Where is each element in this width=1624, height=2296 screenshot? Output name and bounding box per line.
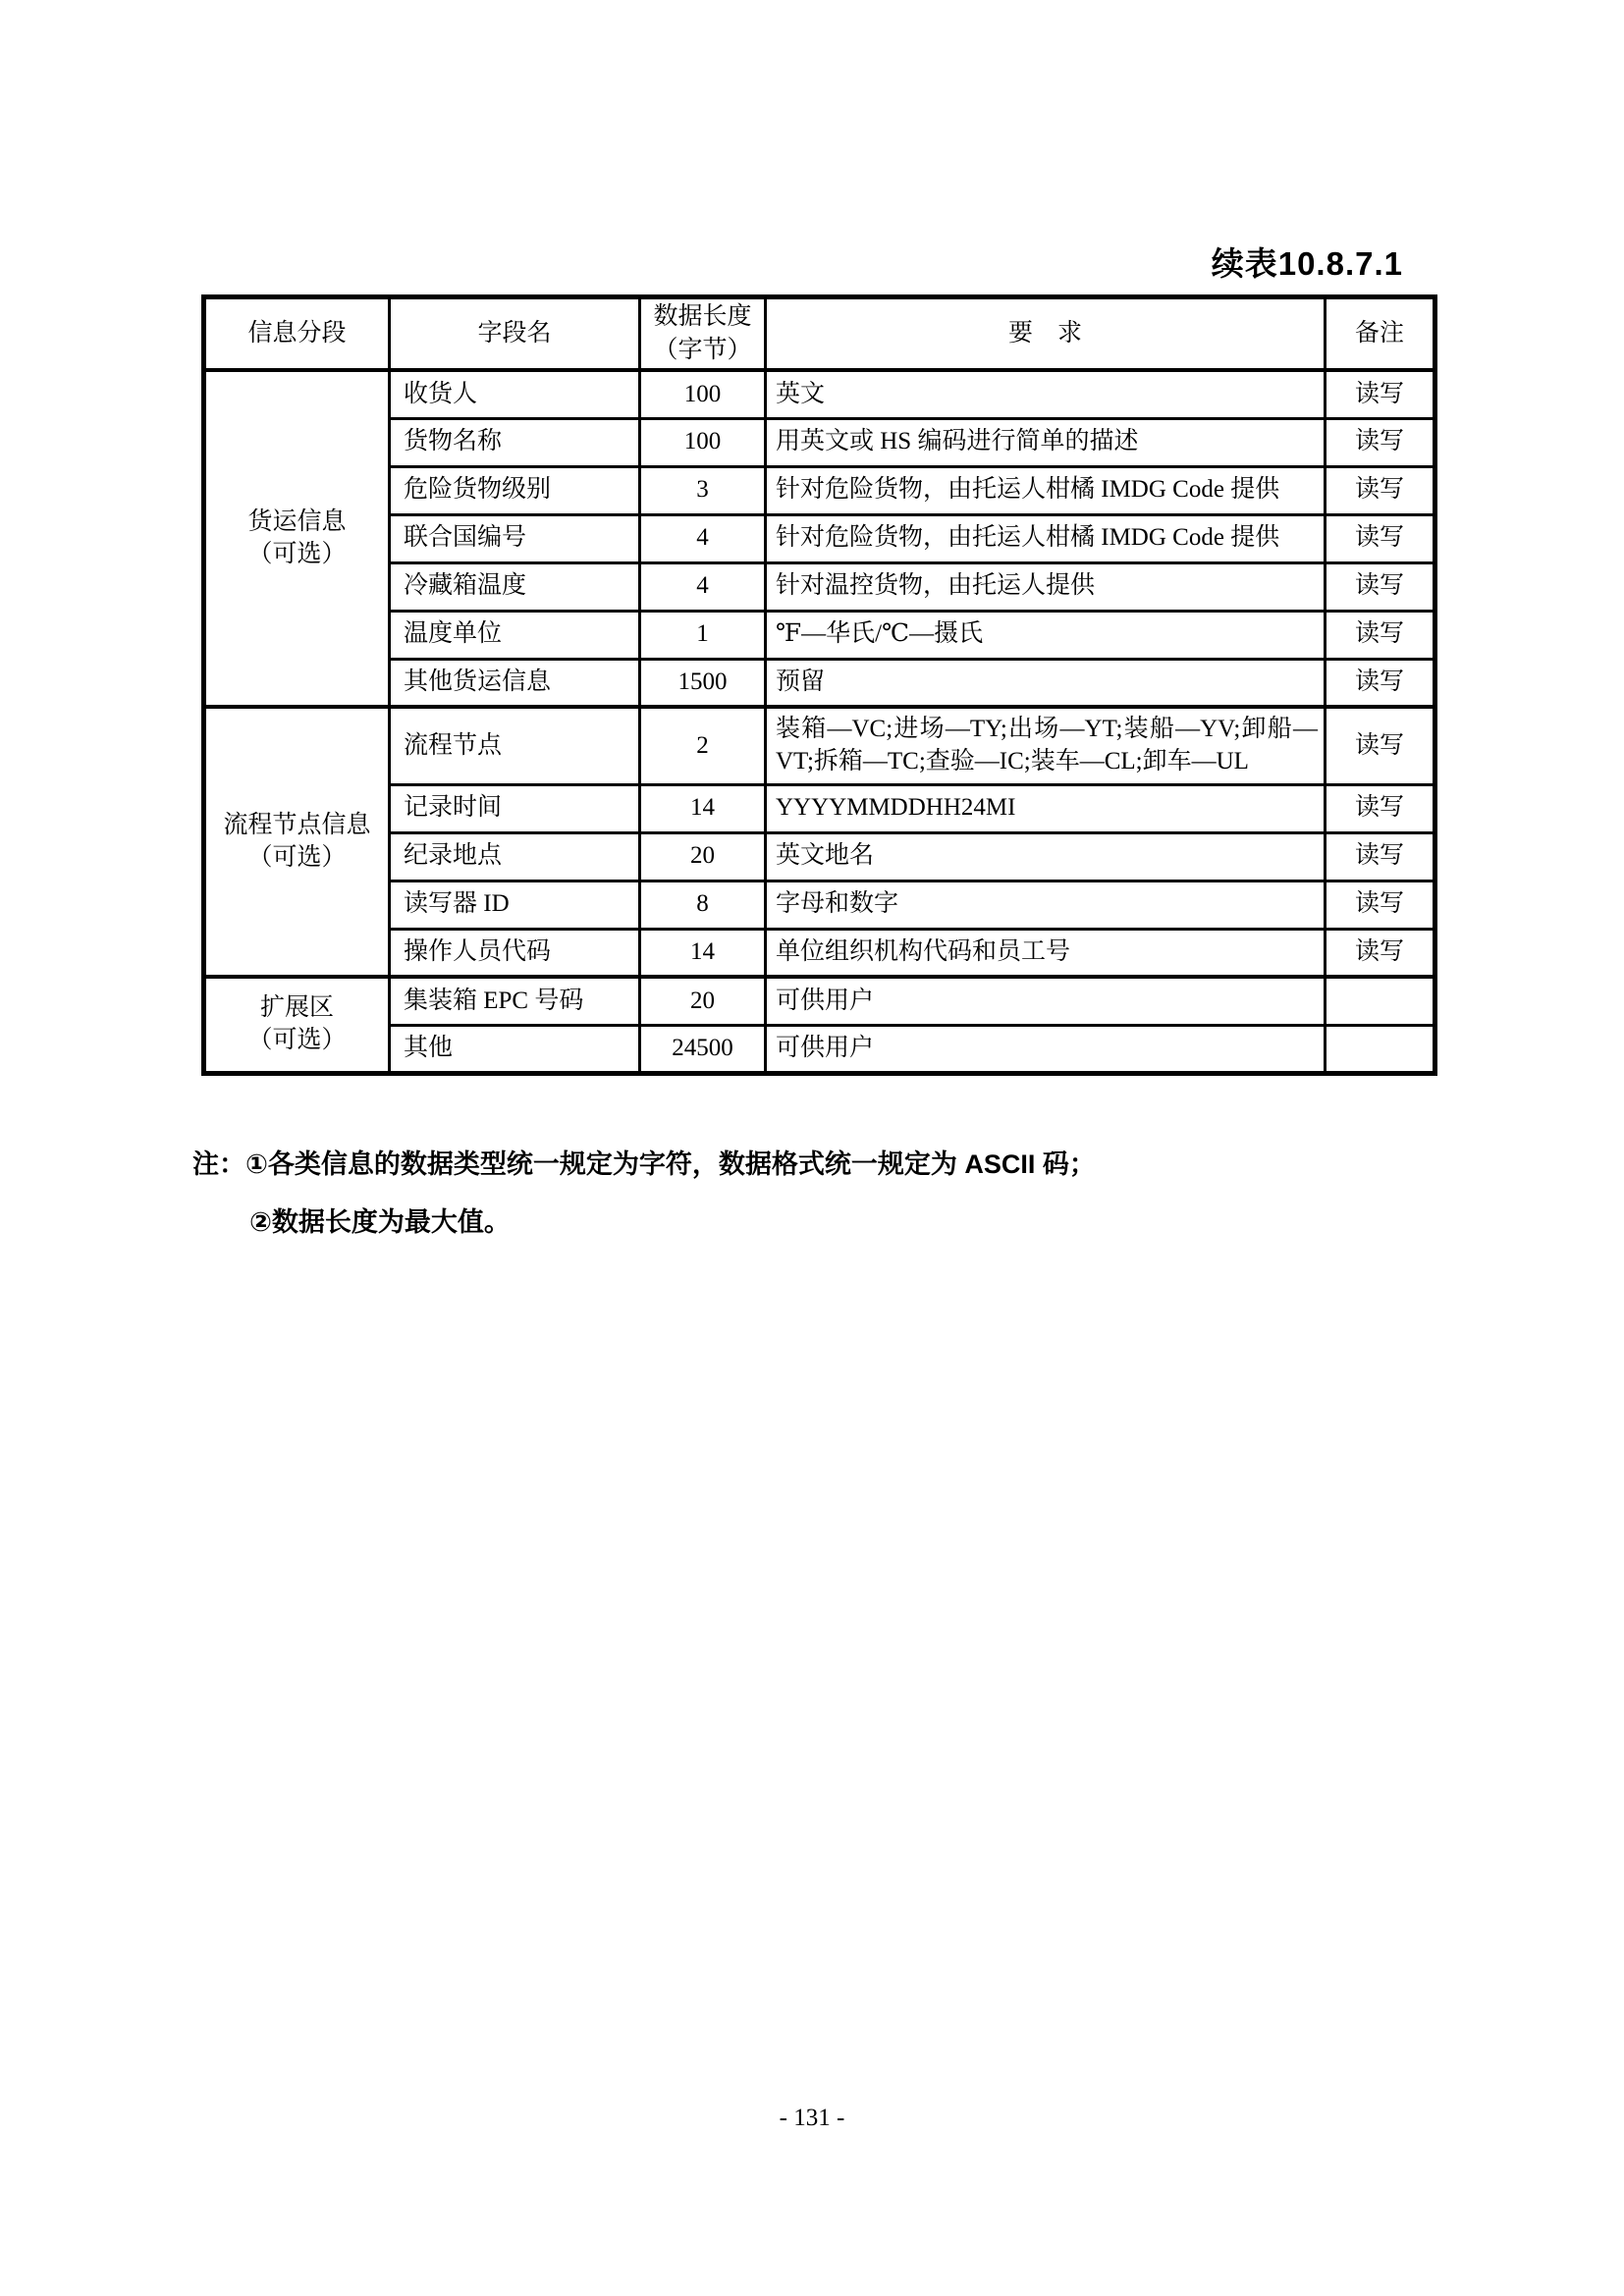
table-row [204,977,1435,1025]
requirement-cell: 英文地名 [766,832,1326,881]
requirement-cell: 字母和数字 [766,881,1326,929]
header-row [204,297,1435,371]
group-cell-process-node-info [204,707,390,977]
table-header [204,297,1435,371]
note-line-1: 注：①各类信息的数据类型统一规定为字符，数据格式统一规定为 ASCII 码； [192,1149,1096,1179]
group-cell-freight-info [204,370,390,707]
header-remark: 备注 [1326,297,1435,371]
requirement-cell: 针对温控货物，由托运人提供 [766,562,1326,611]
data-length-cell: 14 [640,784,766,832]
data-length-cell: 14 [640,929,766,977]
requirement-cell: ℉—华氏/℃—摄氏 [766,611,1326,659]
data-length-cell: 1 [640,611,766,659]
header-requirement: 要 求 [766,297,1326,371]
table-row [204,370,1435,418]
header-data-length [640,297,766,371]
remark-cell: 读写 [1326,611,1435,659]
data-length-cell: 1500 [640,659,766,707]
field-name-cell: 读写器 ID [390,881,640,929]
field-name-cell: 温度单位 [390,611,640,659]
data-length-cell: 4 [640,514,766,562]
table-row [204,881,1435,929]
table-row [204,466,1435,514]
field-name-cell: 其他货运信息 [390,659,640,707]
remark-cell: 读写 [1326,881,1435,929]
table-row [204,929,1435,977]
remark-cell [1326,1025,1435,1073]
group-label: 货运信息 [247,508,347,535]
field-name-cell: 联合国编号 [390,514,640,562]
field-name-cell: 记录时间 [390,784,640,832]
requirement-cell: 预留 [766,659,1326,707]
field-name-cell: 纪录地点 [390,832,640,881]
field-name-cell: 收货人 [390,370,640,418]
group-label: 扩展区 [259,994,334,1022]
remark-cell: 读写 [1326,832,1435,881]
data-fields-table [201,294,1437,1076]
header-field-name: 字段名 [390,297,640,371]
remark-cell: 读写 [1326,418,1435,466]
field-name-cell: 货物名称 [390,418,640,466]
data-length-cell: 20 [640,832,766,881]
remark-cell [1326,977,1435,1025]
field-name-cell: 操作人员代码 [390,929,640,977]
continued-table-title: 续表10.8.7.1 [1211,245,1403,282]
requirement-cell: 可供用户 [766,1025,1326,1073]
remark-cell: 读写 [1326,929,1435,977]
remark-cell: 读写 [1326,514,1435,562]
table-notes [192,1147,1272,1240]
data-length-cell: 3 [640,466,766,514]
group-label-sub: （可选） [247,540,347,567]
header-data-length-line1: 数据长度 [653,303,752,330]
group-label-sub: （可选） [247,1026,347,1053]
requirement-cell: YYYYMMDDHH24MI [766,784,1326,832]
data-length-cell: 100 [640,370,766,418]
data-length-cell: 8 [640,881,766,929]
remark-cell: 读写 [1326,659,1435,707]
requirement-cell: 装箱—VC;进场—TY;出场—YT;装船—YV;卸船—VT;拆箱—TC;查验—IC;装车—CL;卸车—UL [766,707,1326,784]
requirement-cell: 针对危险货物，由托运人柑橘 IMDG Code 提供 [766,466,1326,514]
remark-cell: 读写 [1326,562,1435,611]
remark-cell: 读写 [1326,784,1435,832]
data-length-cell: 4 [640,562,766,611]
requirement-cell: 可供用户 [766,977,1326,1025]
remark-cell: 读写 [1326,370,1435,418]
data-length-cell: 100 [640,418,766,466]
field-name-cell: 集装箱 EPC 号码 [390,977,640,1025]
table-row [204,707,1435,784]
field-name-cell: 冷藏箱温度 [390,562,640,611]
group-label: 流程节点信息 [223,812,371,838]
remark-cell: 读写 [1326,466,1435,514]
requirement-cell: 英文 [766,370,1326,418]
table-row [204,418,1435,466]
group-label-sub: （可选） [247,843,347,871]
page-number: - 131 - [779,2105,845,2131]
requirement-cell: 针对危险货物，由托运人柑橘 IMDG Code 提供 [766,514,1326,562]
field-name-cell: 其他 [390,1025,640,1073]
table-row [204,611,1435,659]
requirement-cell: 单位组织机构代码和员工号 [766,929,1326,977]
table-row [204,514,1435,562]
table-row [204,659,1435,707]
field-name-cell: 流程节点 [390,707,640,784]
header-data-length-line2: （字节） [653,337,752,363]
table-row [204,1025,1435,1073]
table-row [204,832,1435,881]
field-name-cell: 危险货物级别 [390,466,640,514]
group-cell-extension-area [204,977,390,1073]
requirement-cell: 用英文或 HS 编码进行简单的描述 [766,418,1326,466]
data-length-cell: 2 [640,707,766,784]
data-length-cell: 24500 [640,1025,766,1073]
data-length-cell: 20 [640,977,766,1025]
table-row [204,784,1435,832]
header-info-segment: 信息分段 [204,297,390,371]
note-line-2: ②数据长度为最大值。 [249,1207,511,1237]
table-row [204,562,1435,611]
remark-cell: 读写 [1326,707,1435,784]
